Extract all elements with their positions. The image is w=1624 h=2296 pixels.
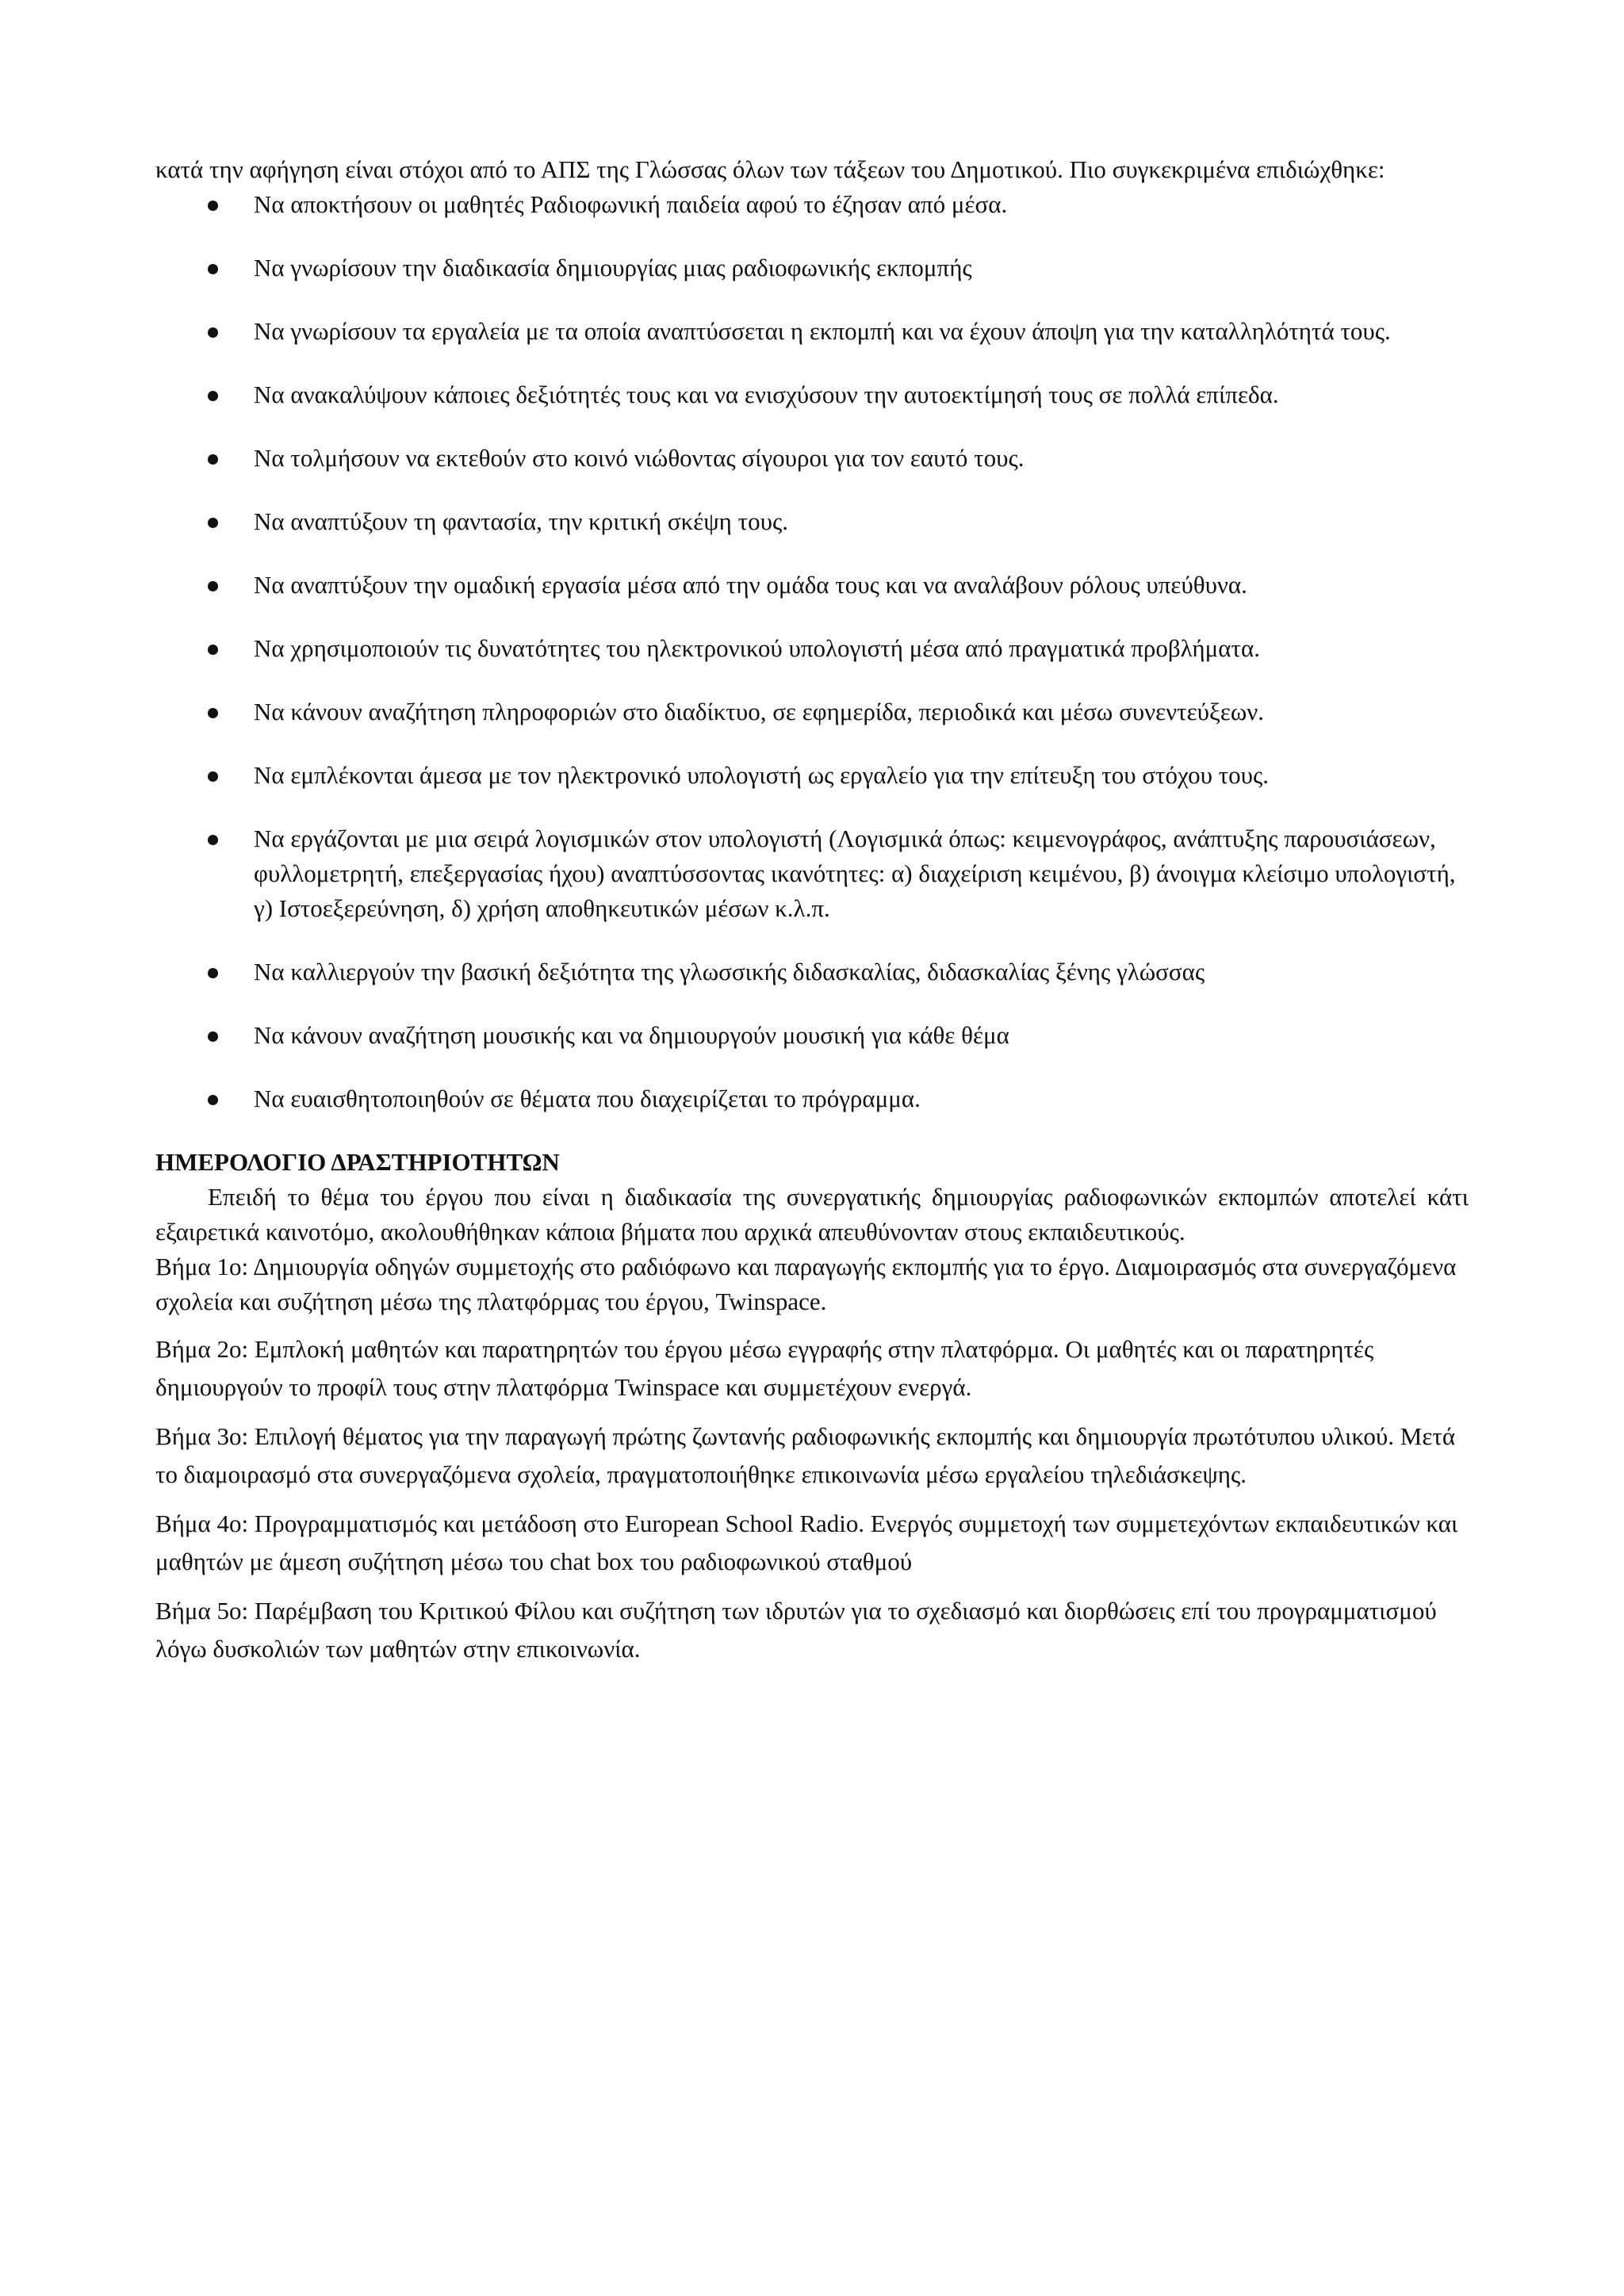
objective-text: Να εργάζονται με μια σειρά λογισμικών στον υπολογιστή (Λογισμικά όπως: κειμενογράφος, ανάπτυξης παρουσιάσεων, φυλλομετρητή, επεξεργασίας ήχου) αναπτύσσοντας ικανότητες: α) διαχείριση κειμένου, β) άνοιγμα κλείσιμο υπολογιστή, γ) Ιστοεξερεύνηση, δ) χρήση αποθηκευτικών μέσων κ.λ.π. — [254, 825, 1456, 922]
bullet-icon — [208, 968, 218, 978]
list-item — [155, 955, 1469, 989]
bullet-icon — [208, 391, 218, 401]
list-item — [155, 695, 1469, 729]
bullet-icon — [208, 327, 218, 338]
page-content — [155, 152, 1469, 1679]
section-heading: ΗΜΕΡΟΛΟΓΙΟ ΔΡΑΣΤΗΡΙΟΤΗΤΩΝ — [155, 1148, 560, 1176]
objective-text: Να χρησιμοποιούν τις δυνατότητες του ηλεκτρονικού υπολογιστή μέσα από πραγματικά προβλήματα. — [254, 634, 1260, 662]
bullet-icon — [208, 708, 218, 718]
step-paragraph: Βήμα 5ο: Παρέμβαση του Κριτικού Φίλου και συζήτηση των ιδρυτών για το σχεδιασμό και διορθώσεις επί του προγραμματισμού λόγω δυσκολιών των μαθητών στην επικοινωνία. — [155, 1597, 1437, 1663]
bullet-icon — [208, 835, 218, 845]
list-item — [155, 568, 1469, 603]
objective-text: Να εμπλέκονται άμεσα με τον ηλεκτρονικό υπολογιστή ως εργαλείο για την επίτευξη του στόχου τους. — [254, 761, 1270, 789]
bullet-icon — [208, 1095, 218, 1105]
step-paragraph: Βήμα 1ο: Δημιουργία οδηγών συμμετοχής στο ραδιόφωνο και παραγωγής εκπομπής για το έργο. Διαμοιρασμός στα συνεργαζόμενα σχολεία και συζήτηση μέσω της πλατφόρμας του έργου, Twinspace. — [155, 1253, 1457, 1315]
list-item — [155, 314, 1469, 349]
objectives-list — [155, 187, 1469, 1116]
objective-text: Να κάνουν αναζήτηση μουσικής και να δημιουργούν μουσική για κάθε θέμα — [254, 1021, 1009, 1049]
objective-text: Να αναπτύξουν την ομαδική εργασία μέσα από την ομάδα τους και να αναλάβουν ρόλους υπεύθυνα. — [254, 571, 1247, 599]
intro-paragraph: κατά την αφήγηση είναι στόχοι από το ΑΠΣ της Γλώσσας όλων των τάξεων του Δημοτικού. Πιο συγκεκριμένα επιδιώχθηκε: — [155, 155, 1385, 183]
list-item — [155, 251, 1469, 285]
bullet-icon — [208, 771, 218, 782]
list-item — [155, 631, 1469, 666]
bullet-icon — [208, 201, 218, 211]
objective-text: Να τολμήσουν να εκτεθούν στο κοινό νιώθοντας σίγουροι για τον εαυτό τους. — [254, 444, 1025, 472]
objective-text: Να αποκτήσουν οι μαθητές Ραδιοφωνική παιδεία αφού το έζησαν από μέσα. — [254, 190, 1008, 218]
list-item — [155, 504, 1469, 539]
objective-text: Να γνωρίσουν την διαδικασία δημιουργίας μιας ραδιοφωνικής εκπομπής — [254, 254, 972, 281]
list-item — [155, 1081, 1469, 1116]
list-item — [155, 1018, 1469, 1053]
step-paragraph: Βήμα 3ο: Επιλογή θέματος για την παραγωγή πρώτης ζωντανής ραδιοφωνικής εκπομπής και δημιουργία πρωτότυπου υλικού. Μετά το διαμοιρασμό στα συνεργαζόμενα σχολεία, πραγματοποιήθηκε επικοινωνία μέσω εργαλείου τηλεδιάσκεψης. — [155, 1422, 1456, 1488]
list-item — [155, 821, 1469, 926]
list-item — [155, 758, 1469, 793]
bullet-icon — [208, 645, 218, 655]
objective-text: Να καλλιεργούν την βασική δεξιότητα της γλωσσικής διδασκαλίας, διδασκαλίας ξένης γλώσσας — [254, 958, 1205, 985]
bullet-icon — [208, 454, 218, 465]
objective-text: Να γνωρίσουν τα εργαλεία με τα οποία αναπτύσσεται η εκπομπή και να έχουν άποψη για την καταλληλότητά τους. — [254, 317, 1391, 345]
bullet-icon — [208, 264, 218, 274]
list-item — [155, 377, 1469, 412]
section-intro-paragraph: Επειδή το θέμα του έργου που είναι η διαδικασία της συνεργατικής δημιουργίας ραδιοφωνικών εκπομπών αποτελεί κάτι εξαιρετικά καινοτόμο, ακολουθήθηκαν κάποια βήματα που αρχικά απευθύνονταν στους εκπαιδευτικούς. — [155, 1183, 1469, 1246]
objective-text: Να ευαισθητοποιηθούν σε θέματα που διαχειρίζεται το πρόγραμμα. — [254, 1085, 921, 1112]
bullet-icon — [208, 518, 218, 528]
bullet-icon — [208, 1031, 218, 1042]
objective-text: Να αναπτύξουν τη φαντασία, την κριτική σκέψη τους. — [254, 507, 788, 535]
objective-text: Να κάνουν αναζήτηση πληροφοριών στο διαδίκτυο, σε εφημερίδα, περιοδικά και μέσω συνεντεύξεων. — [254, 698, 1265, 725]
list-item — [155, 187, 1469, 222]
list-item — [155, 441, 1469, 476]
step-paragraph: Βήμα 2ο: Εμπλοκή μαθητών και παρατηρητών του έργου μέσω εγγραφής στην πλατφόρμα. Οι μαθητές και οι παρατηρητές δημιουργούν το προφίλ τους στην πλατφόρμα Twinspace και συμμετέχουν ενεργά. — [155, 1335, 1374, 1401]
objective-text: Να ανακαλύψουν κάποιες δεξιότητές τους και να ενισχύσουν την αυτοεκτίμησή τους σε πολλά επίπεδα. — [254, 381, 1279, 408]
step-paragraph: Βήμα 4ο: Προγραμματισμός και μετάδοση στο European School Radio. Ενεργός συμμετοχή των συμμετεχόντων εκπαιδευτικών και μαθητών με άμεση συζήτηση μέσω του chat box του ραδιοφωνικού σταθμού — [155, 1510, 1458, 1575]
bullet-icon — [208, 581, 218, 591]
